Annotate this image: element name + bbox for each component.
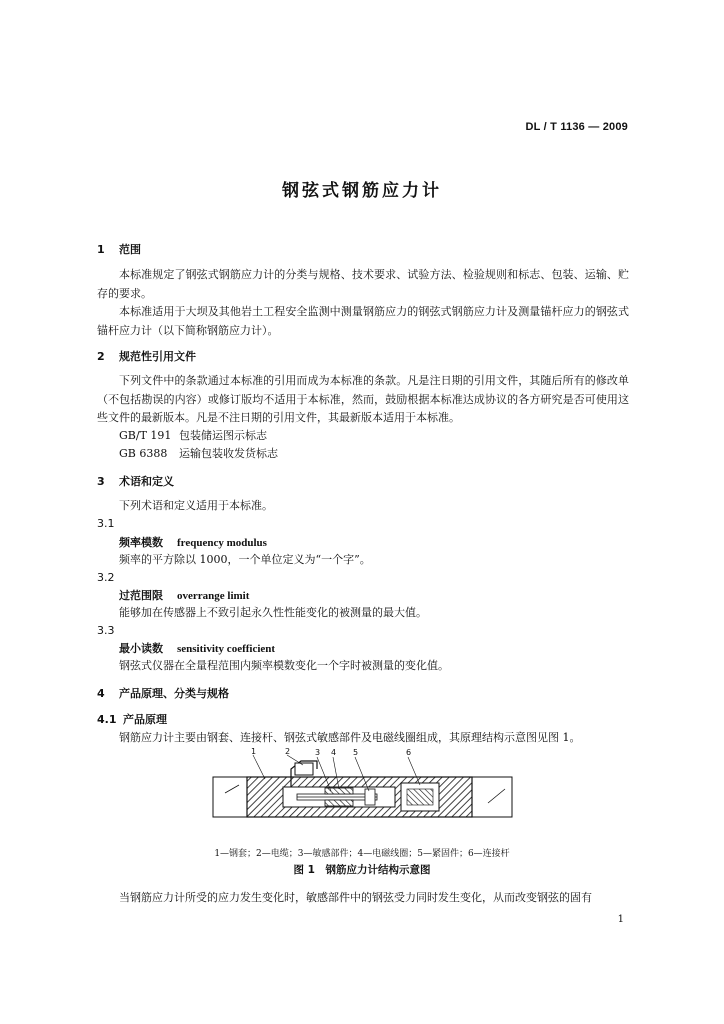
term-heading — [119, 534, 267, 550]
section-3-intro: 下列术语和定义适用于本标准。 — [119, 499, 273, 512]
section-number: 3 — [97, 475, 105, 488]
reference-title: 运输包装收发货标志 — [179, 447, 278, 460]
page-number: 1 — [617, 914, 624, 925]
figure-label: 2 — [285, 747, 291, 756]
fastener — [365, 789, 375, 805]
figure-label: 3 — [315, 748, 321, 757]
section-4-paragraph-1: 钢筋应力计主要由钢套、连接杆、钢弦式敏感部件及电磁线圈组成，其原理结构示意图见图 1。 — [119, 731, 581, 744]
closing-paragraph: 当钢筋应力计所受的应力发生变化时，敏感部件中的钢弦受力同时发生变化，从而改变钢弦的固有 — [119, 891, 592, 904]
figure-label: 1 — [251, 747, 257, 756]
figure-caption: 1—钢套；2—电缆；3—敏感部件；4—电磁线圈；5—紧固件；6—连接杆 — [214, 849, 510, 859]
term-en: sensitivity coefficient — [177, 643, 276, 655]
subsection-4-1-heading — [97, 711, 167, 727]
section-number: 2 — [97, 350, 105, 363]
figure-label: 4 — [331, 748, 337, 757]
figure-label: 6 — [406, 748, 412, 757]
reference-item — [119, 427, 267, 443]
term-en: frequency modulus — [177, 537, 267, 549]
section-2-heading — [97, 348, 196, 364]
reference-item — [119, 445, 278, 461]
term-zh: 最小读数 — [119, 642, 163, 655]
right-rod-end — [472, 777, 512, 817]
section-4-heading — [97, 685, 229, 701]
subsection-title: 产品原理 — [123, 713, 167, 726]
page-title: 钢弦式钢筋应力计 — [282, 181, 442, 201]
reference-title: 包装储运图示标志 — [179, 429, 267, 442]
standard-code: DL / T 1136 — 2009 — [525, 121, 628, 133]
term-definition: 频率的平方除以 1000，一个单位定义为“一个字”。 — [119, 553, 371, 566]
section-1-paragraph-2: 本标准适用于大坝及其他岩土工程安全监测中测量钢筋应力的钢弦式钢筋应力计及测量锚杆应力的钢弦式锚杆应力计（以下简称钢筋应力计）。 — [97, 305, 629, 337]
term-heading — [119, 587, 249, 603]
term-zh: 过范围限 — [119, 589, 163, 602]
section-1-paragraph-1: 本标准规定了钢弦式钢筋应力计的分类与规格、技术要求、试验方法、检验规则和标志、包装、运输、贮存的要求。 — [97, 268, 629, 300]
term-definition: 能够加在传感器上不致引起永久性性能变化的被测量的最大值。 — [119, 606, 427, 619]
left-rod-end — [213, 777, 247, 817]
figure-title: 图 1 钢筋应力计结构示意图 — [293, 864, 431, 876]
clause-number: 4.1 — [97, 713, 117, 726]
clause-number: 3.3 — [97, 624, 115, 637]
section-1-heading — [97, 241, 141, 257]
structure-diagram — [205, 745, 520, 830]
figure-label: 5 — [353, 748, 359, 757]
section-title: 产品原理、分类与规格 — [119, 687, 229, 700]
clause-number: 3.2 — [97, 571, 115, 584]
clause-number: 3.1 — [97, 517, 115, 530]
section-number: 4 — [97, 687, 105, 700]
term-zh: 频率模数 — [119, 536, 163, 549]
section-number: 1 — [97, 243, 105, 256]
reference-code: GB 6388 — [119, 447, 168, 460]
reference-code: GB/T 191 — [119, 429, 172, 442]
section-3-heading — [97, 473, 174, 489]
section-title: 范围 — [119, 243, 141, 256]
section-title: 规范性引用文件 — [119, 350, 196, 363]
term-en: overrange limit — [177, 590, 250, 602]
section-2-paragraph-1: 下列文件中的条款通过本标准的引用而成为本标准的条款。凡是注日期的引用文件，其随后所有的修改单（不包括勘误的内容）或修订版均不适用于本标准，然而，鼓励根据本标准达成协议的各方研究是否可使用这些文件的最新版本。凡是不注日期的引用文件，其最新版本适用于本标准。 — [97, 374, 629, 424]
section-title: 术语和定义 — [119, 475, 174, 488]
term-definition: 钢弦式仪器在全量程范围内频率模数变化一个字时被测量的变化值。 — [119, 659, 449, 672]
term-heading — [119, 640, 275, 656]
